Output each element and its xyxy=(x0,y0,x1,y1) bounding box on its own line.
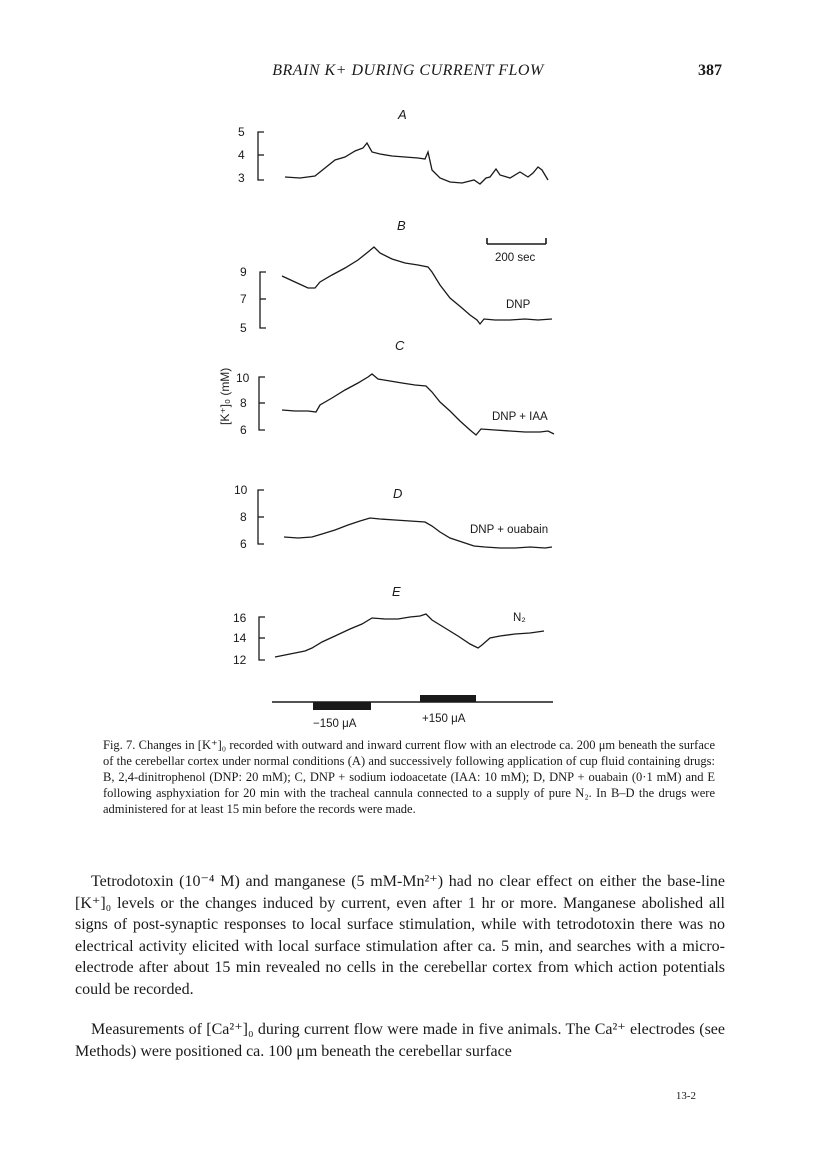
current-label-positive: +150 μA xyxy=(422,713,466,725)
panel-letter-a: A xyxy=(398,107,407,122)
panel-d-tick-bottom: 6 xyxy=(240,537,247,551)
current-pulse-inward xyxy=(420,695,476,702)
panel-letter-e: E xyxy=(392,584,401,599)
panel-a-tick-mid: 4 xyxy=(238,148,245,162)
panel-e-tick-bottom: 12 xyxy=(233,653,247,667)
panel-b-scale xyxy=(260,272,266,328)
panel-b-annotation: DNP xyxy=(506,299,531,311)
panel-letter-c: C xyxy=(395,338,405,353)
panel-a-tick-top: 5 xyxy=(238,125,245,139)
trace-a xyxy=(285,143,548,184)
trace-c xyxy=(282,374,554,435)
panel-a-scale xyxy=(258,132,264,180)
signature-mark: 13-2 xyxy=(675,1090,696,1102)
scale-bar-200sec xyxy=(487,238,546,244)
body-paragraph-2: Measurements of [Ca²⁺]₀ during current flow were made in five animals. The Ca²⁺ electrodes (see Methods) were positioned ca. 100 μm beneath the cerebellar surface xyxy=(75,1021,725,1060)
running-header-title: BRAIN K+ DURING CURRENT FLOW xyxy=(272,62,544,79)
panel-b-tick-bottom: 5 xyxy=(240,321,247,335)
panel-letter-b: B xyxy=(397,218,406,233)
panel-c-scale xyxy=(259,377,265,430)
page-number: 387 xyxy=(698,62,722,79)
panel-e-tick-mid: 14 xyxy=(233,631,247,645)
panel-d-tick-top: 10 xyxy=(234,483,248,497)
panel-a-tick-bottom: 3 xyxy=(238,171,245,185)
y-axis-label: [K⁺]₀ (mM) xyxy=(218,367,232,425)
current-label-negative: −150 μA xyxy=(313,718,357,730)
body-paragraph-1: Tetrodotoxin (10⁻⁴ M) and manganese (5 mM-Mn²⁺) had no clear effect on either the base-line [K⁺]₀ levels or the changes induced by current, even after 1 hr or more. Manganese abolished all signs of post-synaptic responses to local surface stimulation, while with tetrodotoxin there was no electrical activity elicited with local surface stimulation after ca. 5 min, and searches with a micro-electrode after about 15 min revealed no cells in the cerebellar cortex from which action potentials could be recorded. xyxy=(75,873,725,998)
figure-caption: Fig. 7. Changes in [K⁺]₀ recorded with outward and inward current flow with an electrode ca. 200 μm beneath the surface of the cerebellar cortex under normal conditions (A) and successively following application of cup fluid containing drugs: B, 2,4-dinitrophenol (DNP: 20 mM); C, DNP + sodium iodoacetate (IAA: 10 mM); D, DNP + ouabain (0·1 mM) and E following asphyxiation for 20 min with the tracheal cannula connected to a supply of pure N₂. In B–D the drugs were administered for at least 15 min before the records were made. xyxy=(103,738,715,816)
panel-c-annotation: DNP + IAA xyxy=(492,411,548,423)
panel-e-annotation: N₂ xyxy=(513,612,526,624)
panel-c-tick-bottom: 6 xyxy=(240,423,247,437)
panel-letter-d: D xyxy=(393,486,403,501)
panel-e-tick-top: 16 xyxy=(233,611,247,625)
panel-c-tick-top: 10 xyxy=(236,371,250,385)
panel-d-annotation: DNP + ouabain xyxy=(470,524,549,536)
panel-d-tick-mid: 8 xyxy=(240,510,247,524)
panel-d-scale xyxy=(258,490,264,544)
panel-b-tick-mid: 7 xyxy=(240,292,247,306)
current-pulse-outward xyxy=(313,702,371,710)
panel-b-tick-top: 9 xyxy=(240,265,247,279)
panel-c-tick-mid: 8 xyxy=(240,396,247,410)
trace-e xyxy=(275,614,544,657)
panel-e-scale xyxy=(259,617,265,660)
scale-bar-label: 200 sec xyxy=(495,252,536,264)
